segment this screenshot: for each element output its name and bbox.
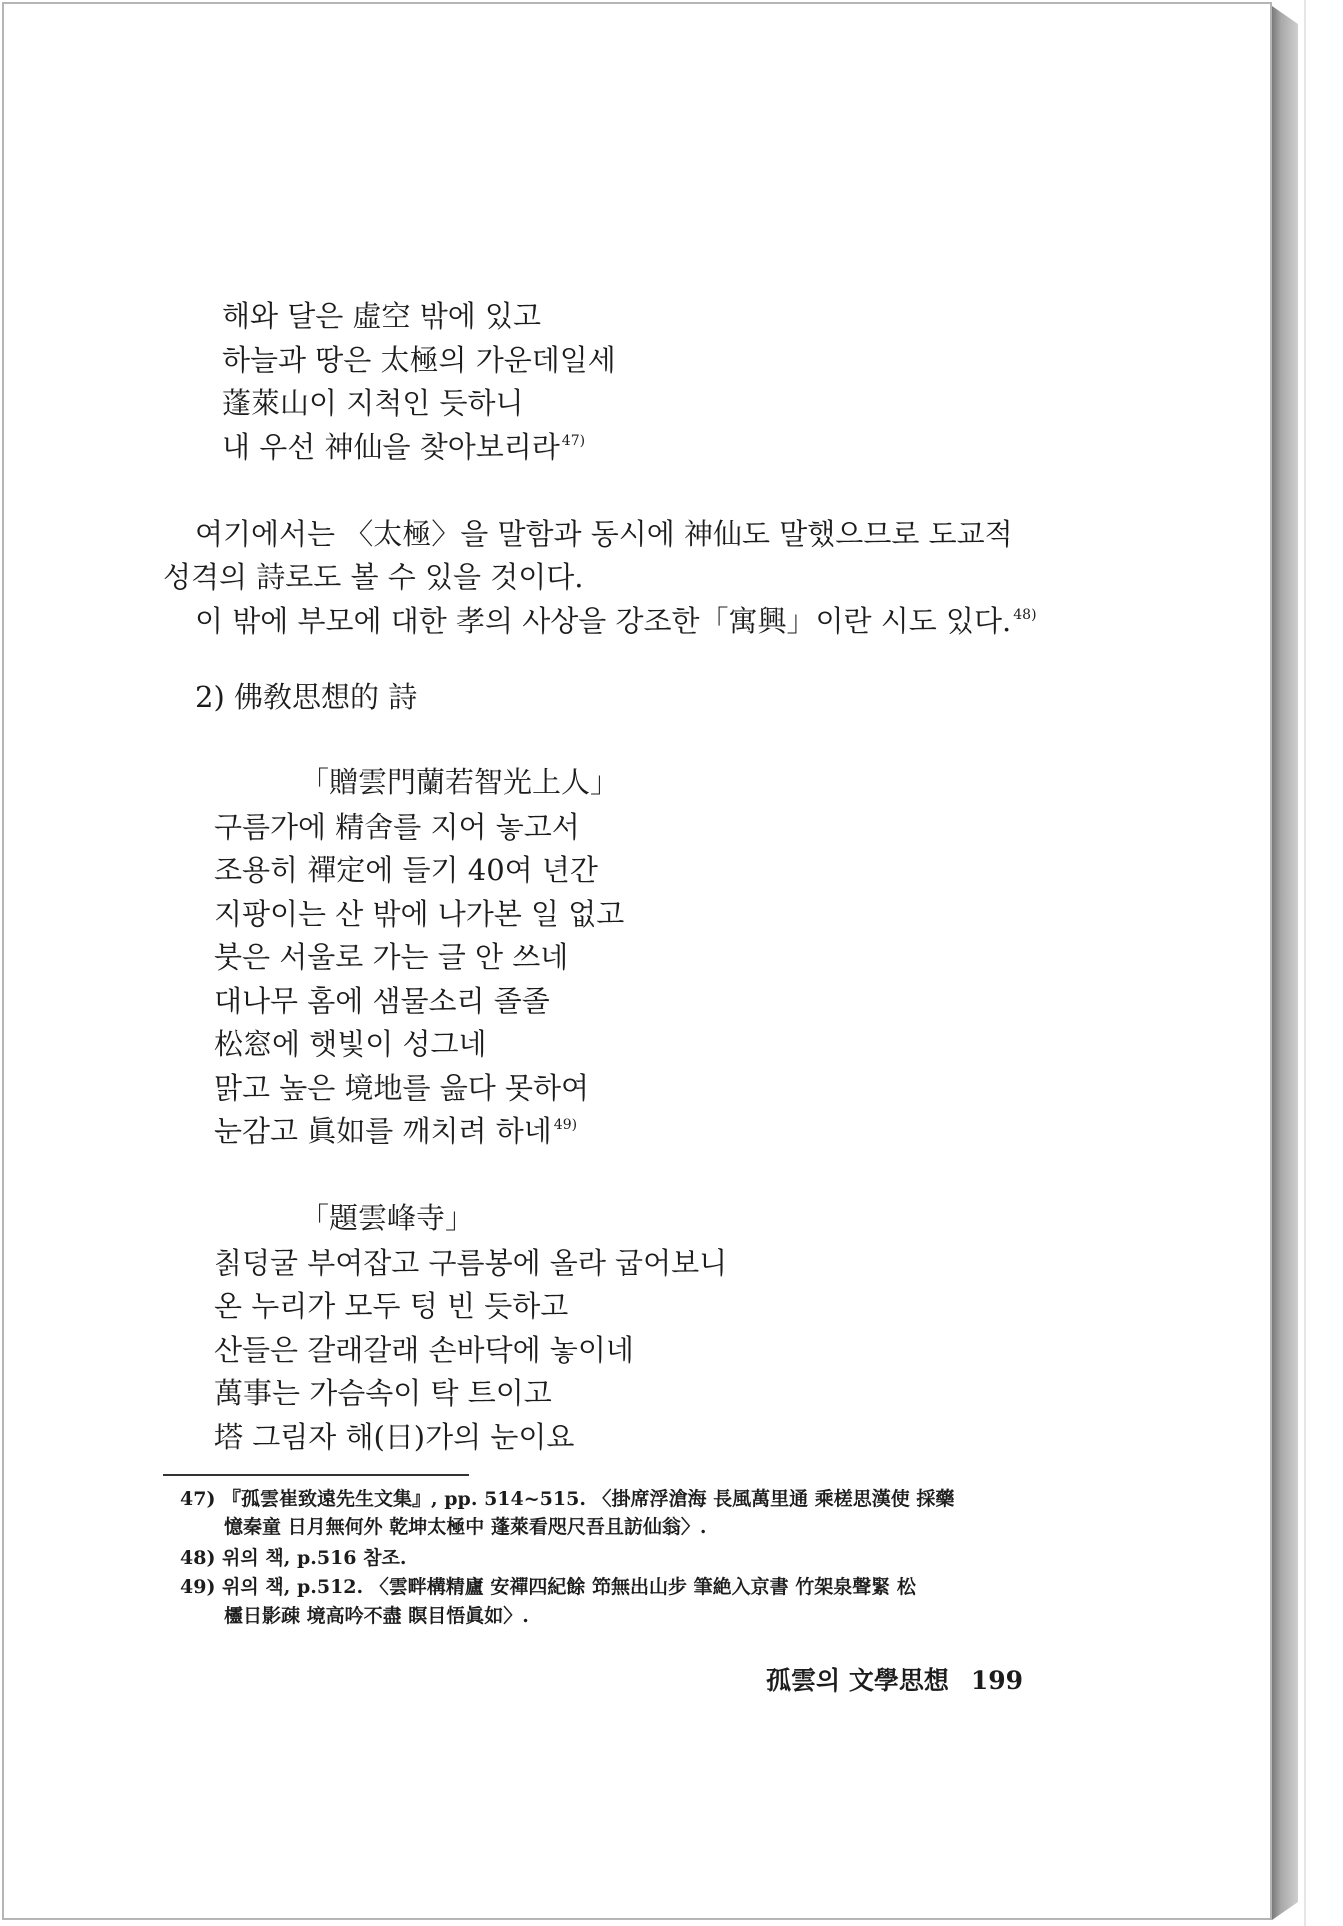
poem3-line-2: 온 누리가 모두 텅 빈 듯하고 (214, 1289, 569, 1323)
poem1-line-1: 해와 달은 虛空 밖에 있고 (222, 299, 541, 333)
poem2-line-5: 대나무 홈에 샘물소리 졸졸 (214, 984, 550, 1018)
book-page (2, 2, 1272, 1920)
margin-rule (1304, 0, 1306, 1926)
poem2-line-4: 붓은 서울로 가는 글 안 쓰네 (214, 940, 569, 974)
poem2-title: 「贈雲門蘭若智光上人」 (300, 765, 620, 799)
poem2-line-8-text: 눈감고 眞如를 깨치려 하네 (214, 1114, 552, 1148)
footnote-ref-49: 49) (553, 1117, 578, 1133)
section-heading: 2) 佛敎思想的 詩 (195, 680, 418, 714)
poem3-line-3: 산들은 갈래갈래 손바닥에 놓이네 (214, 1333, 634, 1367)
footnote-47-line-2: 憶秦童 日月無何外 乾坤太極中 蓬萊看咫尺吾且訪仙翁〉. (224, 1516, 707, 1538)
poem1-line-4 (222, 430, 586, 464)
footnote-48: 48) 위의 책, p.516 참조. (180, 1547, 407, 1569)
page-number: 199 (970, 1666, 1024, 1695)
poem2-line-3: 지팡이는 산 밖에 나가본 일 없고 (214, 897, 625, 931)
poem2-line-6: 松窓에 햇빛이 성그네 (214, 1027, 487, 1061)
poem1-line-2: 하늘과 땅은 太極의 가운데일세 (222, 343, 616, 377)
poem2-line-1: 구름가에 精舍를 지어 놓고서 (214, 810, 580, 844)
prose-line-3 (195, 604, 1037, 638)
footnote-ref-47: 47) (561, 433, 586, 449)
poem3-title: 「題雲峰寺」 (300, 1201, 475, 1235)
poem3-line-5: 塔 그림자 해(日)가의 눈이요 (214, 1420, 575, 1454)
poem3-line-4: 萬事는 가슴속이 탁 트이고 (214, 1376, 552, 1410)
footnote-49-line-2: 欞日影疎 境高吟不盡 瞑目悟眞如〉. (224, 1605, 529, 1627)
footnote-divider (163, 1474, 469, 1476)
footer-title: 孤雲의 文學思想 (766, 1666, 949, 1695)
page-edge-shadow (1272, 6, 1298, 1920)
footnote-ref-48: 48) (1013, 607, 1037, 623)
footnote-49-line-1: 49) 위의 책, p.512. 〈雲畔構精廬 安禪四紀餘 笻無出山步 筆絶入京書 竹架泉聲緊 松 (180, 1576, 916, 1598)
poem2-line-8 (214, 1114, 578, 1148)
running-footer (766, 1661, 1023, 1697)
prose-line-3-text: 이 밖에 부모에 대한 孝의 사상을 강조한「寓興」이란 시도 있다. (195, 604, 1012, 638)
prose-line-1: 여기에서는 〈太極〉을 말함과 동시에 神仙도 말했으므로 도교적 (195, 517, 1013, 551)
prose-line-2: 성격의 詩로도 볼 수 있을 것이다. (163, 560, 584, 594)
footnote-47-line-1: 47) 『孤雲崔致遠先生文集』, pp. 514~515. 〈掛席浮滄海 長風萬里通 乘槎思漢使 採藥 (180, 1488, 955, 1510)
poem2-line-2: 조용히 禪定에 들기 40여 년간 (214, 853, 598, 887)
poem1-line-3: 蓬萊山이 지척인 듯하니 (222, 386, 524, 420)
poem2-line-7: 맑고 높은 境地를 읊다 못하여 (214, 1071, 590, 1105)
poem1-line-4-text: 내 우선 神仙을 찾아보리라 (222, 430, 560, 464)
poem3-line-1: 칡덩굴 부여잡고 구름봉에 올라 굽어보니 (214, 1246, 728, 1280)
